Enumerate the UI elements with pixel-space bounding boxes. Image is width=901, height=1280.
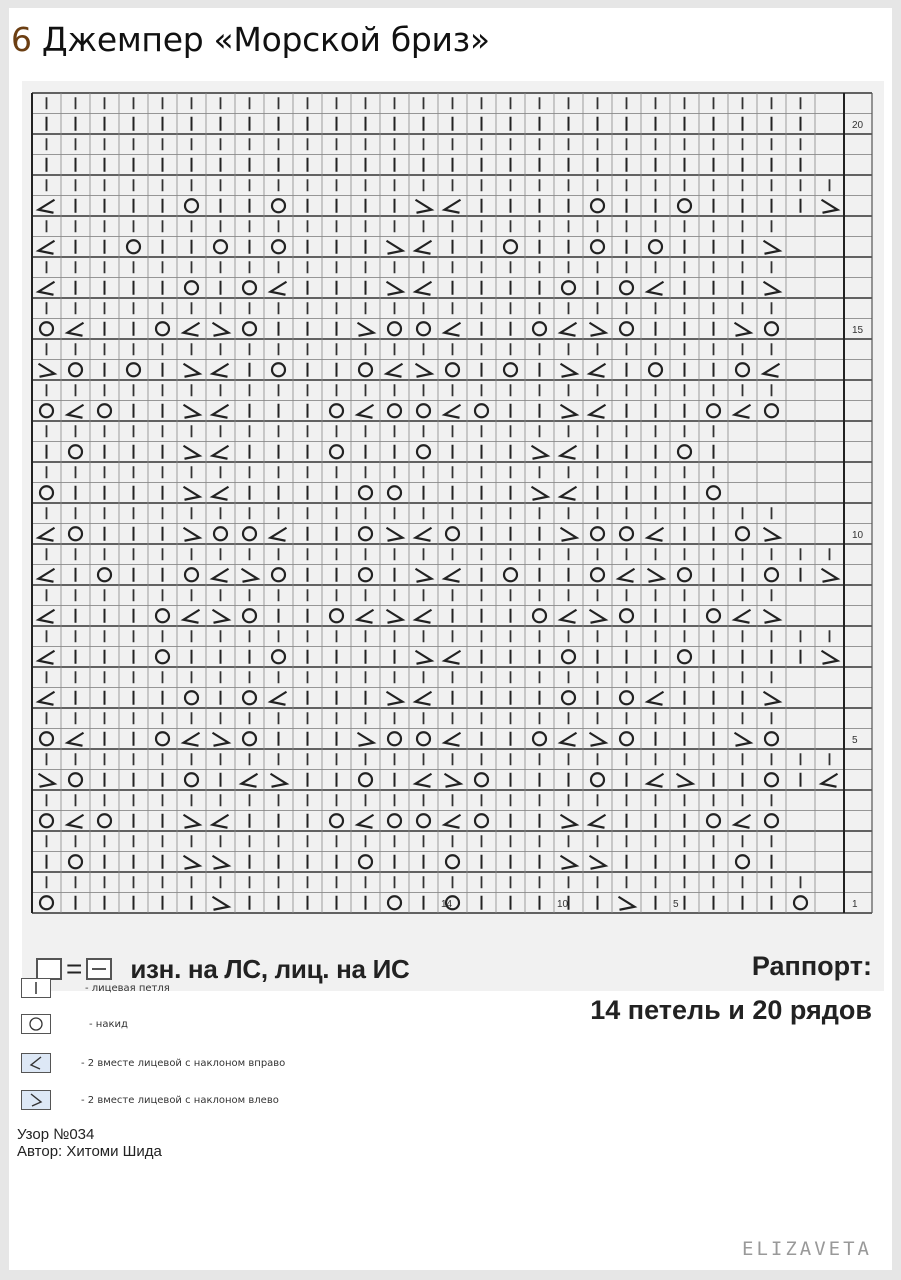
k2tog-left-mark [213,897,229,910]
yarn-over-mark [69,363,82,376]
k2tog-right-mark [590,364,606,377]
pattern-number: Узор №034 [17,1126,95,1143]
yarn-over-mark [562,281,575,294]
k2tog-right-mark [39,200,55,213]
row-label: 20 [852,119,864,131]
k2tog-left-mark [358,733,374,746]
equals-sign: = [66,953,83,984]
k2tog-right-mark [445,569,461,582]
k2tog-left-mark [213,733,229,746]
k2tog-left-mark [764,610,780,623]
k2tog-right-mark [184,610,200,623]
yarn-over-mark [330,814,343,827]
yarn-over-mark [272,568,285,581]
yarn-over-mark [707,814,720,827]
yarn-over-mark [794,896,807,909]
yarn-over-mark [388,732,401,745]
yarn-over-mark [359,486,372,499]
yarn-over-mark [446,855,459,868]
yarn-over-mark [40,322,53,335]
key-k2tog-left [21,1089,279,1111]
k2tog-right-mark [416,774,432,787]
k2tog-right-mark [561,323,577,336]
yarn-over-mark [272,650,285,663]
key-knit [21,977,170,999]
yarn-over-mark [678,650,691,663]
yarn-over-mark [156,650,169,663]
k2tog-left-mark [532,487,548,500]
k2tog-left-mark [735,323,751,336]
yarn-over-mark [417,732,430,745]
yarn-over-mark [765,814,778,827]
chart-grid [22,81,884,910]
key-k2tog-right [21,1052,285,1074]
yarn-over-mark [736,855,749,868]
yarn-over-mark [620,732,633,745]
k2tog-left-mark [416,200,432,213]
k2tog-left-mark [416,364,432,377]
k2tog-right-mark [561,733,577,746]
k2tog-left-mark [822,569,838,582]
yarn-over-mark [417,322,430,335]
yarn-over-mark [185,691,198,704]
yarn-over-mark [272,199,285,212]
k2tog-right-mark [271,692,287,705]
yarn-over-mark [678,445,691,458]
rapport-title: Раппорт: [751,951,872,981]
k2tog-right-mark [271,282,287,295]
k2tog-left-mark [184,405,200,418]
k2tog-left-mark [387,528,403,541]
yarn-over-mark [243,732,256,745]
yarn-over-mark [272,363,285,376]
yarn-over-mark [243,281,256,294]
yarn-over-mark [98,568,111,581]
key-label-k2tog-right: - 2 вместе лицевой с наклоном вправо [81,1057,286,1069]
k2tog-left-mark [590,323,606,336]
yarn-over-mark [98,814,111,827]
yarn-over-mark [765,404,778,417]
k2tog-right-mark [590,815,606,828]
yarn-over-mark [620,281,633,294]
k2tog-right-mark [68,733,84,746]
k2tog-left-mark [677,774,693,787]
key-label-k2tog-left: - 2 вместе лицевой с наклоном влево [81,1094,279,1106]
k2tog-left-mark [387,610,403,623]
k2tog-right-mark [590,405,606,418]
page-title [11,20,490,59]
k2tog-left-mark [648,569,664,582]
k2tog-right-mark [416,528,432,541]
yarn-over-mark [591,773,604,786]
yarn-over-mark [185,199,198,212]
k2tog-right-mark [184,733,200,746]
yarn-over-mark [591,527,604,540]
yarn-over-mark [243,609,256,622]
yarn-over-mark [707,609,720,622]
yarn-over-mark [388,404,401,417]
k2tog-left-mark [358,323,374,336]
k2tog-left-mark [619,897,635,910]
yarn-over-mark [127,363,140,376]
yarn-over-mark [765,773,778,786]
yarn-over-mark [475,773,488,786]
yarn-over-mark [707,404,720,417]
yarn-over-mark [591,240,604,253]
k2tog-right-mark [561,446,577,459]
yarn-over-mark [214,240,227,253]
k2tog-left-mark [387,692,403,705]
yarn-over-mark [243,322,256,335]
key-label-knit: - лицевая петля [85,982,170,994]
k2tog-right-mark [358,610,374,623]
yarn-over-mark [678,568,691,581]
k2tog-left-mark [387,241,403,254]
k2tog-right-mark [387,364,403,377]
yarn-over-mark [591,199,604,212]
k2tog-right-mark [68,815,84,828]
yarn-over-mark [417,814,430,827]
k2tog-left-mark [39,774,55,787]
k2tog-left-mark [590,856,606,869]
k2tog-right-mark [445,405,461,418]
k2tog-left-mark [213,856,229,869]
yarn-over-mark [707,486,720,499]
rapport-info [590,944,872,1032]
yarn-over-mark [475,814,488,827]
k2tog-right-mark [648,528,664,541]
k2tog-left-mark [764,528,780,541]
row-label: 10 [852,529,864,541]
title-text: Джемпер «Морской бриз» [41,20,490,59]
k2tog-right-mark [39,651,55,664]
row-label: 5 [852,734,858,746]
k2tog-left-mark [561,856,577,869]
k2tog-right-mark [561,610,577,623]
k2tog-right-mark [648,692,664,705]
yarn-over-mark [40,486,53,499]
k2tog-right-mark [39,692,55,705]
k2tog-right-mark [68,405,84,418]
yarn-over-mark [214,527,227,540]
yarn-over-mark [243,691,256,704]
k2tog-left-mark [735,733,751,746]
yarn-over-mark [649,363,662,376]
k2tog-left-mark [416,569,432,582]
yarn-over-mark [504,568,517,581]
yarn-over-mark [504,240,517,253]
k2tog-left-mark [184,856,200,869]
yarn-over-mark [533,609,546,622]
yarn-over-mark [359,773,372,786]
k2tog-left-mark [764,692,780,705]
row-label: 15 [852,324,864,336]
yarn-over-mark [69,773,82,786]
k2tog-right-mark [213,405,229,418]
knit-stitch-icon [21,978,51,998]
chart-lines [32,93,872,913]
k2tog-right-mark [68,323,84,336]
k2tog-right-mark [213,815,229,828]
yarn-over-mark [388,486,401,499]
yarn-over-mark [591,568,604,581]
k2tog-right-icon [21,1053,51,1073]
yarn-over-mark [562,650,575,663]
yarn-over-mark [127,240,140,253]
yarn-over-mark [417,404,430,417]
yarn-over-mark [388,814,401,827]
yarn-over-icon [21,1014,51,1034]
k2tog-left-mark [445,774,461,787]
yarn-over-mark [678,199,691,212]
k2tog-right-mark [39,241,55,254]
yarn-over-mark [40,732,53,745]
yarn-over-mark [40,404,53,417]
yarn-over-mark [156,609,169,622]
k2tog-right-mark [416,692,432,705]
k2tog-left-mark [822,651,838,664]
yarn-over-mark [765,322,778,335]
yarn-over-mark [243,527,256,540]
k2tog-right-mark [445,651,461,664]
k2tog-right-mark [735,610,751,623]
k2tog-right-mark [358,815,374,828]
credit [17,1126,162,1160]
k2tog-left-mark [764,241,780,254]
yarn-over-mark [330,609,343,622]
yarn-over-mark [533,732,546,745]
row-label: 1 [852,898,858,910]
k2tog-left-mark [184,446,200,459]
k2tog-right-mark [39,282,55,295]
yarn-over-mark [620,609,633,622]
k2tog-right-mark [445,323,461,336]
yarn-over-mark [69,855,82,868]
k2tog-right-mark [242,774,258,787]
yarn-over-mark [98,404,111,417]
yarn-over-mark [475,404,488,417]
yarn-over-mark [388,322,401,335]
k2tog-right-mark [822,774,838,787]
yarn-over-mark [446,527,459,540]
title-number: 6 [11,20,32,59]
key-yarn-over [21,1013,128,1035]
key-label-yarn-over: - накид [89,1018,128,1030]
k2tog-right-mark [184,323,200,336]
k2tog-left-mark [416,651,432,664]
pattern-author: Автор: Хитоми Шида [17,1143,162,1160]
k2tog-right-mark [735,815,751,828]
yarn-over-mark [620,527,633,540]
k2tog-right-mark [648,282,664,295]
k2tog-left-mark [242,569,258,582]
k2tog-left-mark [184,364,200,377]
k2tog-left-mark [822,200,838,213]
column-label: 14 [441,899,453,910]
column-label: 5 [673,899,679,910]
yarn-over-mark [330,445,343,458]
k2tog-left-mark [561,364,577,377]
k2tog-right-mark [735,405,751,418]
k2tog-right-mark [39,528,55,541]
k2tog-right-mark [561,487,577,500]
yarn-over-mark [446,363,459,376]
yarn-over-mark [736,527,749,540]
yarn-over-mark [185,281,198,294]
yarn-over-mark [40,814,53,827]
k2tog-right-mark [416,241,432,254]
yarn-over-mark [620,691,633,704]
yarn-over-mark [388,896,401,909]
yarn-over-mark [504,363,517,376]
k2tog-left-mark [561,815,577,828]
k2tog-right-mark [445,815,461,828]
k2tog-left-mark [764,282,780,295]
k2tog-left-mark [184,487,200,500]
rapport-value: 14 петель и 20 рядов [590,995,872,1025]
k2tog-left-mark [532,446,548,459]
yarn-over-mark [330,404,343,417]
yarn-over-mark [765,568,778,581]
k2tog-right-mark [213,569,229,582]
yarn-over-mark [620,322,633,335]
brand-watermark: ELIZAVETA [742,1238,872,1260]
k2tog-right-mark [416,610,432,623]
k2tog-left-mark [590,610,606,623]
k2tog-right-mark [39,610,55,623]
k2tog-left-mark [184,815,200,828]
k2tog-left-mark [213,323,229,336]
k2tog-right-mark [213,364,229,377]
k2tog-right-mark [213,446,229,459]
yarn-over-mark [185,773,198,786]
k2tog-left-mark [271,774,287,787]
yarn-over-mark [359,568,372,581]
yarn-over-mark [417,445,430,458]
yarn-over-mark [562,691,575,704]
yarn-over-mark [649,240,662,253]
k2tog-left-mark [561,405,577,418]
yarn-over-mark [156,732,169,745]
yarn-over-mark [736,363,749,376]
yarn-over-mark [69,527,82,540]
k2tog-right-mark [445,200,461,213]
k2tog-right-mark [271,528,287,541]
k2tog-right-mark [213,487,229,500]
k2tog-right-mark [416,282,432,295]
yarn-over-mark [359,527,372,540]
k2tog-right-mark [358,405,374,418]
yarn-over-mark [185,568,198,581]
k2tog-left-mark [184,528,200,541]
k2tog-left-mark [561,528,577,541]
k2tog-right-mark [619,569,635,582]
yarn-over-mark [359,363,372,376]
k2tog-left-icon [21,1090,51,1110]
k2tog-left-mark [39,364,55,377]
page [9,8,892,1270]
k2tog-left-mark [387,282,403,295]
k2tog-right-mark [39,569,55,582]
k2tog-left-mark [590,733,606,746]
yarn-over-mark [272,240,285,253]
yarn-over-mark [40,896,53,909]
column-label: 10 [557,899,569,910]
yarn-over-mark [533,322,546,335]
k2tog-right-mark [648,774,664,787]
yarn-over-mark [156,322,169,335]
yarn-over-mark [359,855,372,868]
k2tog-right-mark [445,733,461,746]
purl-legend-text: изн. на ЛС, лиц. на ИС [130,953,410,984]
k2tog-right-mark [764,364,780,377]
k2tog-left-mark [213,610,229,623]
yarn-over-mark [765,732,778,745]
yarn-over-mark [69,445,82,458]
